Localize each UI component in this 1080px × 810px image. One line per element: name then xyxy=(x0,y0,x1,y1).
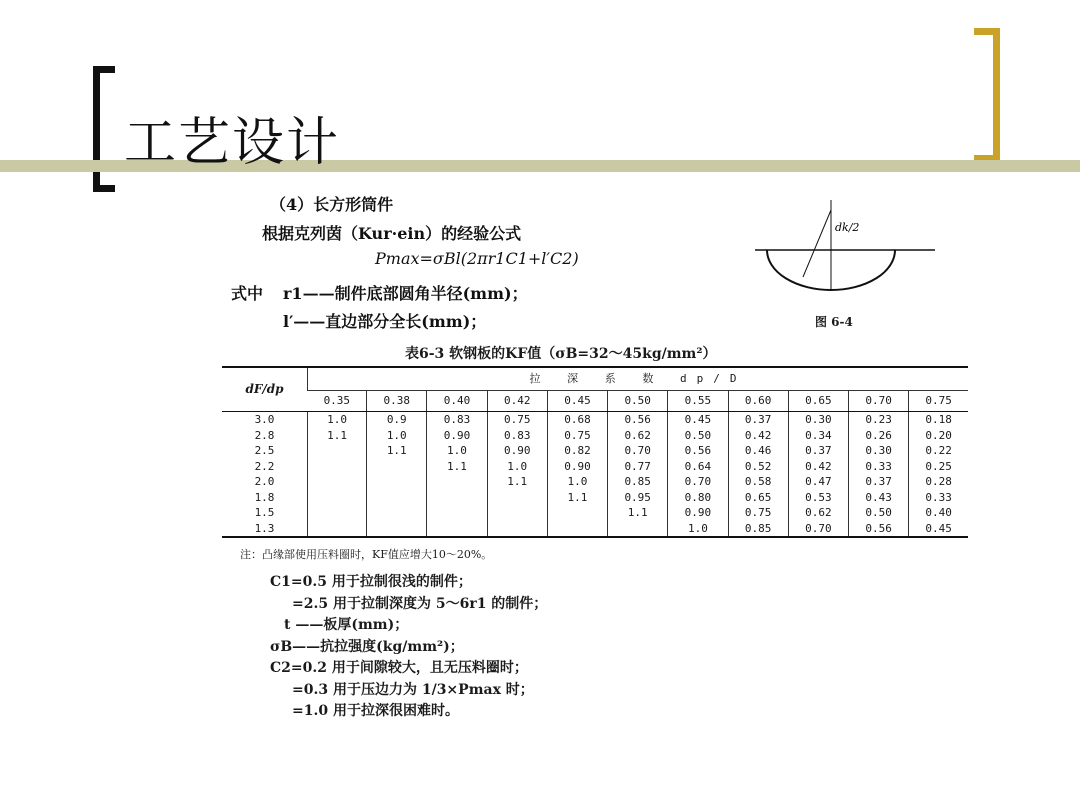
table-row xyxy=(222,521,968,538)
figure-dimension-label: dk/2 xyxy=(835,221,860,234)
table-cell: 0.20 xyxy=(909,428,968,444)
column-header: 0.42 xyxy=(487,391,547,412)
table-cell: 0.9 xyxy=(367,412,427,428)
table-cell: 0.30 xyxy=(849,443,909,459)
intro-text: 根据克列茵（Kur·ein）的经验公式 xyxy=(262,224,522,243)
row-label: 1.5 xyxy=(254,506,275,519)
cross-section-figure xyxy=(755,195,945,310)
table-cell: 0.90 xyxy=(427,428,487,444)
table-cell: 1.1 xyxy=(427,459,487,475)
table-cell xyxy=(427,490,487,506)
table-cell xyxy=(427,521,487,538)
table-cell: 1.0 xyxy=(367,428,427,444)
table-cell xyxy=(427,474,487,490)
table-cell xyxy=(367,490,427,506)
section-heading: （4）长方形筒件 xyxy=(270,195,394,214)
table-cell xyxy=(367,474,427,490)
table-cell: 0.26 xyxy=(849,428,909,444)
table-cell: 0.62 xyxy=(608,428,668,444)
table-cell: 0.43 xyxy=(849,490,909,506)
row-label: 3.0 xyxy=(254,413,275,426)
column-header: 0.60 xyxy=(728,391,788,412)
table-cell: 0.85 xyxy=(608,474,668,490)
table-cell xyxy=(367,459,427,475)
table-cell: 0.82 xyxy=(547,443,607,459)
table-cell xyxy=(547,521,607,538)
table-cell xyxy=(487,521,547,538)
table-cell: 0.56 xyxy=(668,443,728,459)
table-cell: 0.95 xyxy=(608,490,668,506)
table-cell: 0.85 xyxy=(728,521,788,538)
table-cell: 0.83 xyxy=(427,412,487,428)
table-cell: 0.40 xyxy=(909,505,968,521)
right-bracket-decoration xyxy=(974,28,1000,162)
column-header: 0.35 xyxy=(308,391,367,412)
table-cell: 0.37 xyxy=(849,474,909,490)
table-cell: 0.64 xyxy=(668,459,728,475)
column-header: 0.40 xyxy=(427,391,487,412)
definition-line: σB——抗拉强度(kg/mm²)； xyxy=(270,638,464,655)
table-title: 表6-3 软钢板的KF值（σB=32～45kg/mm²） xyxy=(405,346,717,362)
table-cell: 1.0 xyxy=(668,521,728,538)
table-cell: 0.34 xyxy=(788,428,848,444)
table-cell: 0.68 xyxy=(547,412,607,428)
row-label: 1.8 xyxy=(254,490,275,504)
table-row xyxy=(222,412,968,428)
table-cell xyxy=(427,505,487,521)
table-cell: 1.0 xyxy=(547,474,607,490)
table-cell xyxy=(308,521,367,538)
table-cell: 0.56 xyxy=(608,412,668,428)
table-cell: 1.1 xyxy=(608,505,668,521)
column-header-row xyxy=(222,391,968,412)
table-cell: 0.56 xyxy=(849,521,909,538)
table-cell: 1.0 xyxy=(308,412,367,428)
row-label: 1.3 xyxy=(222,521,308,538)
table-cell: 0.75 xyxy=(547,428,607,444)
table-cell xyxy=(608,521,668,538)
table-cell xyxy=(308,443,367,459)
table-cell: 0.70 xyxy=(668,474,728,490)
figure-caption: 图 6-4 xyxy=(815,315,853,329)
definition-line: C2=0.2 用于间隙较大，且无压料圈时； xyxy=(270,660,528,676)
table-cell: 0.70 xyxy=(608,443,668,459)
table-cell: 0.33 xyxy=(849,459,909,475)
table-cell: 1.1 xyxy=(308,428,367,444)
table-cell: 1.0 xyxy=(427,443,487,459)
variable-r1-definition: r1——制件底部圆角半径(mm)； xyxy=(283,284,528,303)
table-cell: 0.53 xyxy=(788,490,848,506)
table-cell: 0.90 xyxy=(487,443,547,459)
table-cell: 0.37 xyxy=(728,412,788,428)
table-cell: 0.23 xyxy=(849,412,909,428)
table-cell: 0.28 xyxy=(909,474,968,490)
table-cell: 0.30 xyxy=(788,412,848,428)
slide-title: 工艺设计 xyxy=(124,113,341,173)
table-cell: 1.1 xyxy=(547,490,607,506)
column-header: 0.70 xyxy=(849,391,909,412)
kf-value-table xyxy=(222,366,968,538)
table-cell: 0.50 xyxy=(668,428,728,444)
table-cell: 0.45 xyxy=(909,521,968,538)
definition-line: t ——板厚(mm)； xyxy=(284,617,409,633)
variable-l-definition: l′——直边部分全长(mm)； xyxy=(283,312,487,331)
left-bracket-decoration xyxy=(93,66,115,192)
row-label: 2.0 xyxy=(254,475,275,488)
column-header: 0.65 xyxy=(788,391,848,412)
table-cell: 0.52 xyxy=(728,459,788,475)
table-cell: 0.37 xyxy=(788,443,848,459)
table-cell: 0.58 xyxy=(728,474,788,490)
table-row xyxy=(222,428,968,444)
definition-line: =1.0 用于拉深很困难时。 xyxy=(292,703,459,719)
table-row xyxy=(222,459,968,475)
table-cell: 0.25 xyxy=(909,459,968,475)
table-cell: 0.33 xyxy=(909,490,968,506)
column-header: 0.50 xyxy=(608,391,668,412)
table-cell xyxy=(487,505,547,521)
table-cell: 0.50 xyxy=(849,505,909,521)
row-header-label: dF/dp xyxy=(222,367,308,412)
table-cell xyxy=(308,474,367,490)
coefficient-definitions xyxy=(270,572,547,723)
table-cell xyxy=(308,505,367,521)
definition-line: =2.5 用于拉制深度为 5～6r1 的制件； xyxy=(292,595,548,612)
row-label: 2.8 xyxy=(254,428,275,442)
table-cell: 0.70 xyxy=(788,521,848,538)
table-footnote: 注：凸缘部使用压料圈时，KF值应增大10～20%。 xyxy=(240,548,493,561)
table-cell: 0.75 xyxy=(487,412,547,428)
table-cell: 0.77 xyxy=(608,459,668,475)
column-header: 0.55 xyxy=(668,391,728,412)
table-cell xyxy=(547,505,607,521)
table-cell: 1.0 xyxy=(487,459,547,475)
table-row xyxy=(222,443,968,459)
definition-line: C1=0.5 用于拉制很浅的制件； xyxy=(270,574,472,590)
column-header: 0.75 xyxy=(909,391,968,412)
table-cell xyxy=(367,521,427,538)
table-cell: 1.1 xyxy=(367,443,427,459)
table-cell: 0.62 xyxy=(788,505,848,521)
definition-line: =0.3 用于压边力为 1/3×Pmax 时； xyxy=(292,681,534,698)
table-cell: 0.46 xyxy=(728,443,788,459)
table-cell: 0.65 xyxy=(728,490,788,506)
table-cell: 0.80 xyxy=(668,490,728,506)
table-cell xyxy=(487,490,547,506)
table-row xyxy=(222,474,968,490)
table-cell: 0.42 xyxy=(788,459,848,475)
table-cell: 0.90 xyxy=(668,505,728,521)
table-cell: 0.47 xyxy=(788,474,848,490)
table-cell: 0.75 xyxy=(728,505,788,521)
table-cell: 0.45 xyxy=(668,412,728,428)
column-header: 0.38 xyxy=(367,391,427,412)
table-row xyxy=(222,490,968,506)
table-cell: 0.42 xyxy=(728,428,788,444)
table-cell xyxy=(308,490,367,506)
table-cell: 0.18 xyxy=(909,412,968,428)
where-label: 式中 xyxy=(231,284,264,303)
table-row xyxy=(222,505,968,521)
column-header: 0.45 xyxy=(547,391,607,412)
table-cell: 0.83 xyxy=(487,428,547,444)
table-cell xyxy=(367,505,427,521)
pressure-formula: Pmax=σBl(2πr1C1+l′C2) xyxy=(375,249,579,268)
row-label: 2.5 xyxy=(254,444,275,457)
group-header: 拉 深 系 数 dp/D xyxy=(308,367,969,391)
row-label: 2.2 xyxy=(254,459,275,473)
table-cell: 0.22 xyxy=(909,443,968,459)
table-cell: 0.90 xyxy=(547,459,607,475)
table-cell xyxy=(308,459,367,475)
table-cell: 1.1 xyxy=(487,474,547,490)
